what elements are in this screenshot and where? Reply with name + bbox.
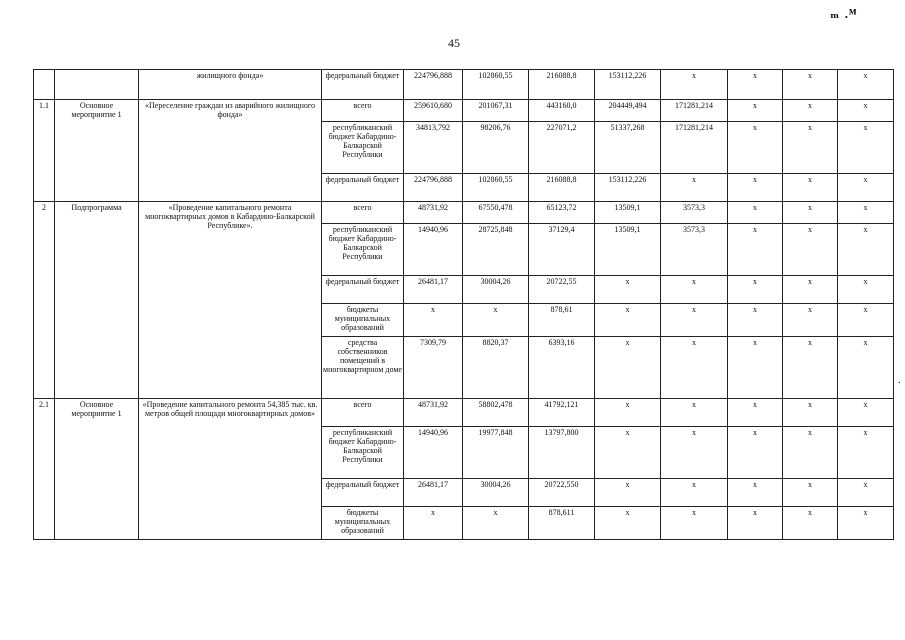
- amount-cell: 153112,226: [595, 70, 661, 100]
- funding-source: бюджеты муниципальных образований: [322, 507, 404, 540]
- amount-cell: 20722,550: [529, 479, 595, 507]
- amount-cell: х: [838, 507, 894, 540]
- funding-source: федеральный бюджет: [322, 70, 404, 100]
- amount-cell: 34813,792: [404, 122, 463, 174]
- table-row: [34, 202, 894, 224]
- amount-cell: х: [783, 304, 838, 337]
- funding-source: всего: [322, 100, 404, 122]
- amount-cell: 41792,121: [529, 399, 595, 427]
- table-row: [34, 100, 894, 122]
- amount-cell: 37129,4: [529, 224, 595, 276]
- funding-source: федеральный бюджет: [322, 276, 404, 304]
- amount-cell: 26481,17: [404, 276, 463, 304]
- amount-cell: 51337,268: [595, 122, 661, 174]
- amount-cell: х: [728, 276, 783, 304]
- funding-source: республиканский бюджет Кабардино-Балкарской Республики: [322, 122, 404, 174]
- amount-cell: х: [661, 276, 728, 304]
- funding-source: федеральный бюджет: [322, 479, 404, 507]
- amount-cell: 48731,92: [404, 399, 463, 427]
- amount-cell: х: [838, 100, 894, 122]
- amount-cell: х: [838, 427, 894, 479]
- amount-cell: х: [838, 174, 894, 202]
- handwritten-mark: ₘ .ᴹ: [830, 6, 858, 21]
- amount-cell: х: [783, 122, 838, 174]
- amount-cell: 204449,494: [595, 100, 661, 122]
- table-body: [34, 70, 894, 540]
- amount-cell: х: [783, 70, 838, 100]
- amount-cell: х: [661, 337, 728, 399]
- table-row: [34, 399, 894, 427]
- amount-cell: х: [728, 337, 783, 399]
- amount-cell: х: [595, 427, 661, 479]
- amount-cell: х: [838, 479, 894, 507]
- amount-cell: х: [783, 399, 838, 427]
- amount-cell: 13797,800: [529, 427, 595, 479]
- amount-cell: х: [661, 479, 728, 507]
- row-title: «Переселение граждан из аварийного жилищного фонда»: [139, 100, 322, 202]
- amount-cell: х: [783, 174, 838, 202]
- amount-cell: 7309,79: [404, 337, 463, 399]
- row-type: Основное мероприятие 1: [55, 399, 139, 540]
- amount-cell: х: [661, 427, 728, 479]
- amount-cell: 102860,55: [463, 174, 529, 202]
- amount-cell: 216088,8: [529, 174, 595, 202]
- amount-cell: 153112,226: [595, 174, 661, 202]
- amount-cell: х: [838, 276, 894, 304]
- row-title: «Проведение капитального ремонта многоквартирных домов в Кабардино-Балкарской Республике».: [139, 202, 322, 399]
- amount-cell: х: [728, 202, 783, 224]
- funding-source: средства собственников помещений в многоквартирном доме: [322, 337, 404, 399]
- amount-cell: х: [661, 399, 728, 427]
- amount-cell: 58802,478: [463, 399, 529, 427]
- amount-cell: 14940,96: [404, 224, 463, 276]
- amount-cell: 878,61: [529, 304, 595, 337]
- amount-cell: х: [783, 224, 838, 276]
- amount-cell: х: [595, 337, 661, 399]
- amount-cell: х: [404, 507, 463, 540]
- amount-cell: х: [783, 427, 838, 479]
- amount-cell: х: [838, 224, 894, 276]
- row-type: Основное мероприятие 1: [55, 100, 139, 202]
- amount-cell: х: [595, 276, 661, 304]
- amount-cell: х: [728, 427, 783, 479]
- amount-cell: х: [728, 70, 783, 100]
- amount-cell: х: [661, 174, 728, 202]
- amount-cell: х: [728, 100, 783, 122]
- amount-cell: х: [838, 304, 894, 337]
- funding-source: бюджеты муниципальных образований: [322, 304, 404, 337]
- amount-cell: 443160,0: [529, 100, 595, 122]
- amount-cell: х: [463, 507, 529, 540]
- amount-cell: х: [728, 174, 783, 202]
- page-number: 45: [448, 36, 460, 50]
- amount-cell: 224796,888: [404, 70, 463, 100]
- amount-cell: х: [595, 304, 661, 337]
- amount-cell: 30004,26: [463, 479, 529, 507]
- row-title: «Проведение капитального ремонта 54,385 тыс. кв. метров общей площади многоквартирных домов»: [139, 399, 322, 540]
- row-num: 2.1: [34, 399, 55, 540]
- funding-source: республиканский бюджет Кабардино-Балкарской Республики: [322, 427, 404, 479]
- amount-cell: х: [783, 337, 838, 399]
- amount-cell: 30004,26: [463, 276, 529, 304]
- amount-cell: х: [838, 202, 894, 224]
- amount-cell: х: [783, 202, 838, 224]
- amount-cell: 20722,55: [529, 276, 595, 304]
- amount-cell: 102860,55: [463, 70, 529, 100]
- amount-cell: 227071,2: [529, 122, 595, 174]
- amount-cell: х: [595, 507, 661, 540]
- amount-cell: 48731,92: [404, 202, 463, 224]
- amount-cell: х: [838, 70, 894, 100]
- amount-cell: х: [728, 224, 783, 276]
- amount-cell: х: [838, 399, 894, 427]
- row-num: [34, 70, 55, 100]
- amount-cell: х: [783, 507, 838, 540]
- row-type: [55, 70, 139, 100]
- amount-cell: 3573,3: [661, 202, 728, 224]
- amount-cell: 67550,478: [463, 202, 529, 224]
- amount-cell: 19977,848: [463, 427, 529, 479]
- row-title: жилищного фонда»: [139, 70, 322, 100]
- amount-cell: 8820,37: [463, 337, 529, 399]
- amount-cell: 13509,1: [595, 202, 661, 224]
- budget-table: [33, 69, 894, 540]
- amount-cell: 171281,214: [661, 100, 728, 122]
- amount-cell: 28725,848: [463, 224, 529, 276]
- amount-cell: х: [783, 276, 838, 304]
- amount-cell: х: [728, 304, 783, 337]
- funding-source: всего: [322, 202, 404, 224]
- table-row: [34, 70, 894, 100]
- amount-cell: 3573,3: [661, 224, 728, 276]
- amount-cell: 13509,1: [595, 224, 661, 276]
- amount-cell: х: [728, 507, 783, 540]
- row-num: 1.1: [34, 100, 55, 202]
- amount-cell: 224796,888: [404, 174, 463, 202]
- margin-mark: .: [898, 374, 901, 386]
- funding-source: всего: [322, 399, 404, 427]
- amount-cell: 6393,16: [529, 337, 595, 399]
- amount-cell: х: [661, 304, 728, 337]
- amount-cell: х: [661, 70, 728, 100]
- amount-cell: х: [838, 122, 894, 174]
- amount-cell: 201067,31: [463, 100, 529, 122]
- amount-cell: х: [838, 337, 894, 399]
- amount-cell: 65123,72: [529, 202, 595, 224]
- amount-cell: х: [728, 479, 783, 507]
- amount-cell: 259610,680: [404, 100, 463, 122]
- row-num: 2: [34, 202, 55, 399]
- amount-cell: х: [404, 304, 463, 337]
- row-type: Подпрограмма: [55, 202, 139, 399]
- amount-cell: х: [728, 122, 783, 174]
- amount-cell: х: [728, 399, 783, 427]
- amount-cell: 171281,214: [661, 122, 728, 174]
- funding-source: республиканский бюджет Кабардино-Балкарской Республики: [322, 224, 404, 276]
- amount-cell: 26481,17: [404, 479, 463, 507]
- amount-cell: х: [595, 399, 661, 427]
- amount-cell: 98206,76: [463, 122, 529, 174]
- funding-source: федеральный бюджет: [322, 174, 404, 202]
- amount-cell: 14940,96: [404, 427, 463, 479]
- amount-cell: х: [783, 479, 838, 507]
- amount-cell: х: [463, 304, 529, 337]
- amount-cell: х: [661, 507, 728, 540]
- amount-cell: 216088,8: [529, 70, 595, 100]
- amount-cell: 878,611: [529, 507, 595, 540]
- amount-cell: х: [783, 100, 838, 122]
- amount-cell: х: [595, 479, 661, 507]
